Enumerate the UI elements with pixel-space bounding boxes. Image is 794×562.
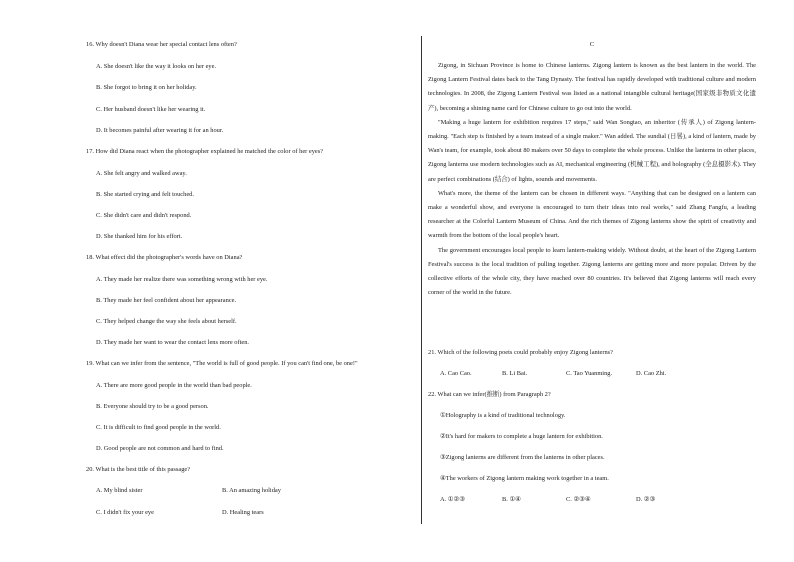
q16-option-d[interactable]: D. It becomes painful after wearing it for an hour. xyxy=(96,127,224,134)
q16-option-a[interactable]: A. She doesn't like the way it looks on her eye. xyxy=(96,63,217,70)
q22-statement-1: ①Holography is a kind of traditional technology. xyxy=(440,412,566,419)
q22-statement-2: ②It's hard for makers to complete a huge lantern for exhibition. xyxy=(440,433,603,440)
q16-option-c[interactable]: C. Her husband doesn't like her wearing it. xyxy=(96,106,206,113)
q17-question: 17. How did Diana react when the photographer explained he matched the color of her eyes? xyxy=(86,148,324,155)
q18-option-c[interactable]: C. They helped change the way she feels about herself. xyxy=(96,318,237,325)
q22-question: 22. What can we infer(推断) from Paragraph 2? xyxy=(428,391,551,398)
q22-option-c[interactable]: C. ②③④ xyxy=(566,496,591,503)
q20-option-d[interactable]: D. Healing tears xyxy=(222,509,264,516)
q19-option-b[interactable]: B. Everyone should try to be a good person. xyxy=(96,403,209,410)
q18-question: 18. What effect did the photographer's words have on Diana? xyxy=(86,254,243,261)
q19-option-d[interactable]: D. Good people are not common and hard to find. xyxy=(96,445,224,452)
q16-question: 16. Why doesn't Diana wear her special contact lens often? xyxy=(86,41,237,48)
q20-option-b[interactable]: B. An amazing holiday xyxy=(222,487,281,494)
q16-option-b[interactable]: B. She forgot to bring it on her holiday. xyxy=(96,84,197,91)
passage-heading: C xyxy=(589,41,595,48)
q21-option-d[interactable]: D. Cao Zhi. xyxy=(636,370,667,377)
q18-option-b[interactable]: B. They made her feel confident about her appearance. xyxy=(96,297,237,304)
q20-option-a[interactable]: A. My blind sister xyxy=(96,487,143,494)
q20-question: 20. What is the best title of this passage? xyxy=(86,466,191,473)
q19-option-c[interactable]: C. It is difficult to find good people in the world. xyxy=(96,424,221,431)
q19-question: 19. What can we infer from the sentence, "The world is full of good people. If you can't find one, be one!" xyxy=(86,360,358,367)
q17-option-d[interactable]: D. She thanked him for his effort. xyxy=(96,233,183,240)
q17-option-c[interactable]: C. She didn't care and didn't respond. xyxy=(96,212,192,219)
q22-statement-4: ④The workers of Zigong lantern making work together in a team. xyxy=(440,475,609,482)
paragraph-4: The government encourages local people to learn lantern-making widely. Without doubt, at the heart of the Zigong Lantern Festival's success is the local tradition of pulling together. Zigong lanterns are getting more and more popular. Driven by the collective efforts of the whole city, they have reached over 80 countries. It's believed that Zigong lanterns will reach every corner of the world in the future. xyxy=(428,246,756,297)
paragraph-1: Zigong, in Sichuan Province is home to Chinese lanterns. Zigong lantern is known as the best lantern in the world. The Zigong Lantern Festival dates back to the Tang Dynasty. The festival has rapidly developed with traditional culture and modern technologies. In 2008, the Zigong Lantern Festival was listed as a national intangible cultural heritage(国家级非物质文化遗产), becoming a shining name card for Chinese culture to go out into the world. xyxy=(428,62,756,112)
q22-statement-3: ③Zigong lanterns are different from the lanterns in other places. xyxy=(440,454,605,461)
q21-option-c[interactable]: C. Tao Yuanming. xyxy=(566,370,613,377)
q18-option-d[interactable]: D. They made her want to wear the contact lens more often. xyxy=(96,339,250,346)
q22-option-a[interactable]: A. ①②③ xyxy=(440,496,465,503)
q22-option-d[interactable]: D. ②③ xyxy=(636,496,656,503)
q21-question: 21. Which of the following poets could probably enjoy Zigong lanterns? xyxy=(428,349,613,356)
q18-option-a[interactable]: A. They made her realize there was something wrong with her eye. xyxy=(96,276,268,283)
q21-option-b[interactable]: B. Li Bai. xyxy=(502,370,528,377)
column-divider xyxy=(421,36,422,524)
passage-body xyxy=(428,59,756,300)
paragraph-3: What's more, the theme of the lantern can be chosen in different ways. "Anything that can be designed on a lantern can make a wonderful show, and everyone is encouraged to turn their ideas into real works," said Zhang Fangfu, a leading researcher at the Colorful Lantern Museum of China. And the rich themes of Zigong lanterns show the spirit of creativity and warmth from the bottom of the local people's heart. xyxy=(428,189,756,240)
paragraph-2: "Making a huge lantern for exhibition requires 17 steps," said Wan Songtao, an inheritor (传承人) of Zigong lantern-making. "Each step is finished by a team instead of a single maker." Wan added. The sundial (日晷), a kind of lantern, made by Wan's team, for example, took about 80 makers over 50 days to complete the whole process. Unlike the lanterns in other places, Zigong lanterns use modern technologies such as AI, mechanical engineering (机械工程), and holography (全息摄影术). They are perfect combinations (结合) of lights, sounds and movements. xyxy=(428,118,756,183)
q17-option-b[interactable]: B. She started crying and felt touched. xyxy=(96,191,194,198)
q22-option-b[interactable]: B. ①④ xyxy=(502,496,521,503)
q20-option-c[interactable]: C. I didn't fix your eye xyxy=(96,509,154,516)
q17-option-a[interactable]: A. She felt angry and walked away. xyxy=(96,170,187,177)
q19-option-a[interactable]: A. There are more good people in the world than bad people. xyxy=(96,382,252,389)
q21-option-a[interactable]: A. Cao Cao. xyxy=(440,370,472,377)
